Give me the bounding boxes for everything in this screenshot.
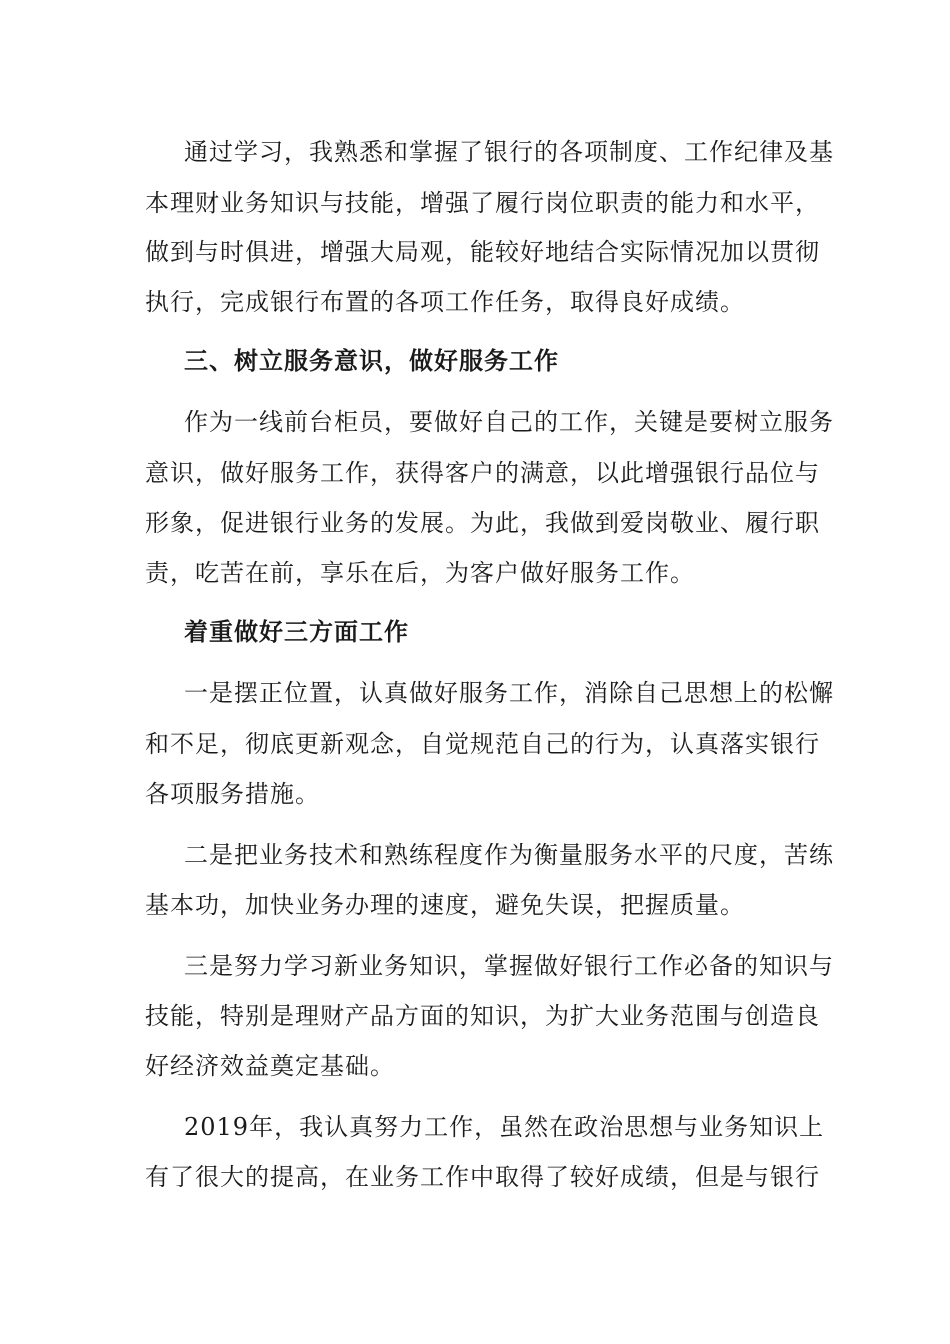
paragraph-3-line-2: 和不足，彻底更新观念，自觉规范自己的行为，认真落实银行 <box>145 730 820 758</box>
paragraph-2-line-4: 责，吃苦在前，享乐在后，为客户做好服务工作。 <box>145 559 695 587</box>
paragraph-5-line-3: 好经济效益奠定基础。 <box>145 1052 395 1080</box>
paragraph-3-line-1: 一是摆正位置，认真做好服务工作，消除自己思想上的松懈 <box>184 679 834 707</box>
paragraph-3-line-3: 各项服务措施。 <box>145 780 320 808</box>
paragraph-6-line-1: 2019年，我认真努力工作，虽然在政治思想与业务知识上 <box>184 1113 825 1141</box>
paragraph-4-line-2: 基本功，加快业务办理的速度，避免失误，把握质量。 <box>145 891 745 919</box>
paragraph-2-line-1: 作为一线前台柜员，要做好自己的工作，关键是要树立服务 <box>184 408 834 436</box>
paragraph-6-line-2: 有了很大的提高，在业务工作中取得了较好成绩，但是与银行 <box>145 1163 820 1191</box>
paragraph-2-line-2: 意识，做好服务工作，获得客户的满意，以此增强银行品位与 <box>145 459 820 487</box>
paragraph-5-line-1: 三是努力学习新业务知识，掌握做好银行工作必备的知识与 <box>184 952 834 980</box>
paragraph-5-line-2: 技能，特别是理财产品方面的知识，为扩大业务范围与创造良 <box>145 1002 820 1030</box>
paragraph-1-line-3: 做到与时俱进，增强大局观，能较好地结合实际情况加以贯彻 <box>145 238 820 266</box>
paragraph-2-line-3: 形象，促进银行业务的发展。为此，我做到爱岗敬业、履行职 <box>145 509 820 537</box>
paragraph-1-line-1: 通过学习，我熟悉和掌握了银行的各项制度、工作纪律及基 <box>184 138 834 166</box>
section-heading-service: 三、树立服务意识，做好服务工作 <box>184 346 559 375</box>
paragraph-1-line-4: 执行，完成银行布置的各项工作任务，取得良好成绩。 <box>145 288 745 316</box>
paragraph-1-line-2: 本理财业务知识与技能，增强了履行岗位职责的能力和水平， <box>145 189 820 217</box>
paragraph-4-line-1: 二是把业务技术和熟练程度作为衡量服务水平的尺度，苦练 <box>184 841 834 869</box>
section-heading-three-aspects: 着重做好三方面工作 <box>184 617 409 646</box>
